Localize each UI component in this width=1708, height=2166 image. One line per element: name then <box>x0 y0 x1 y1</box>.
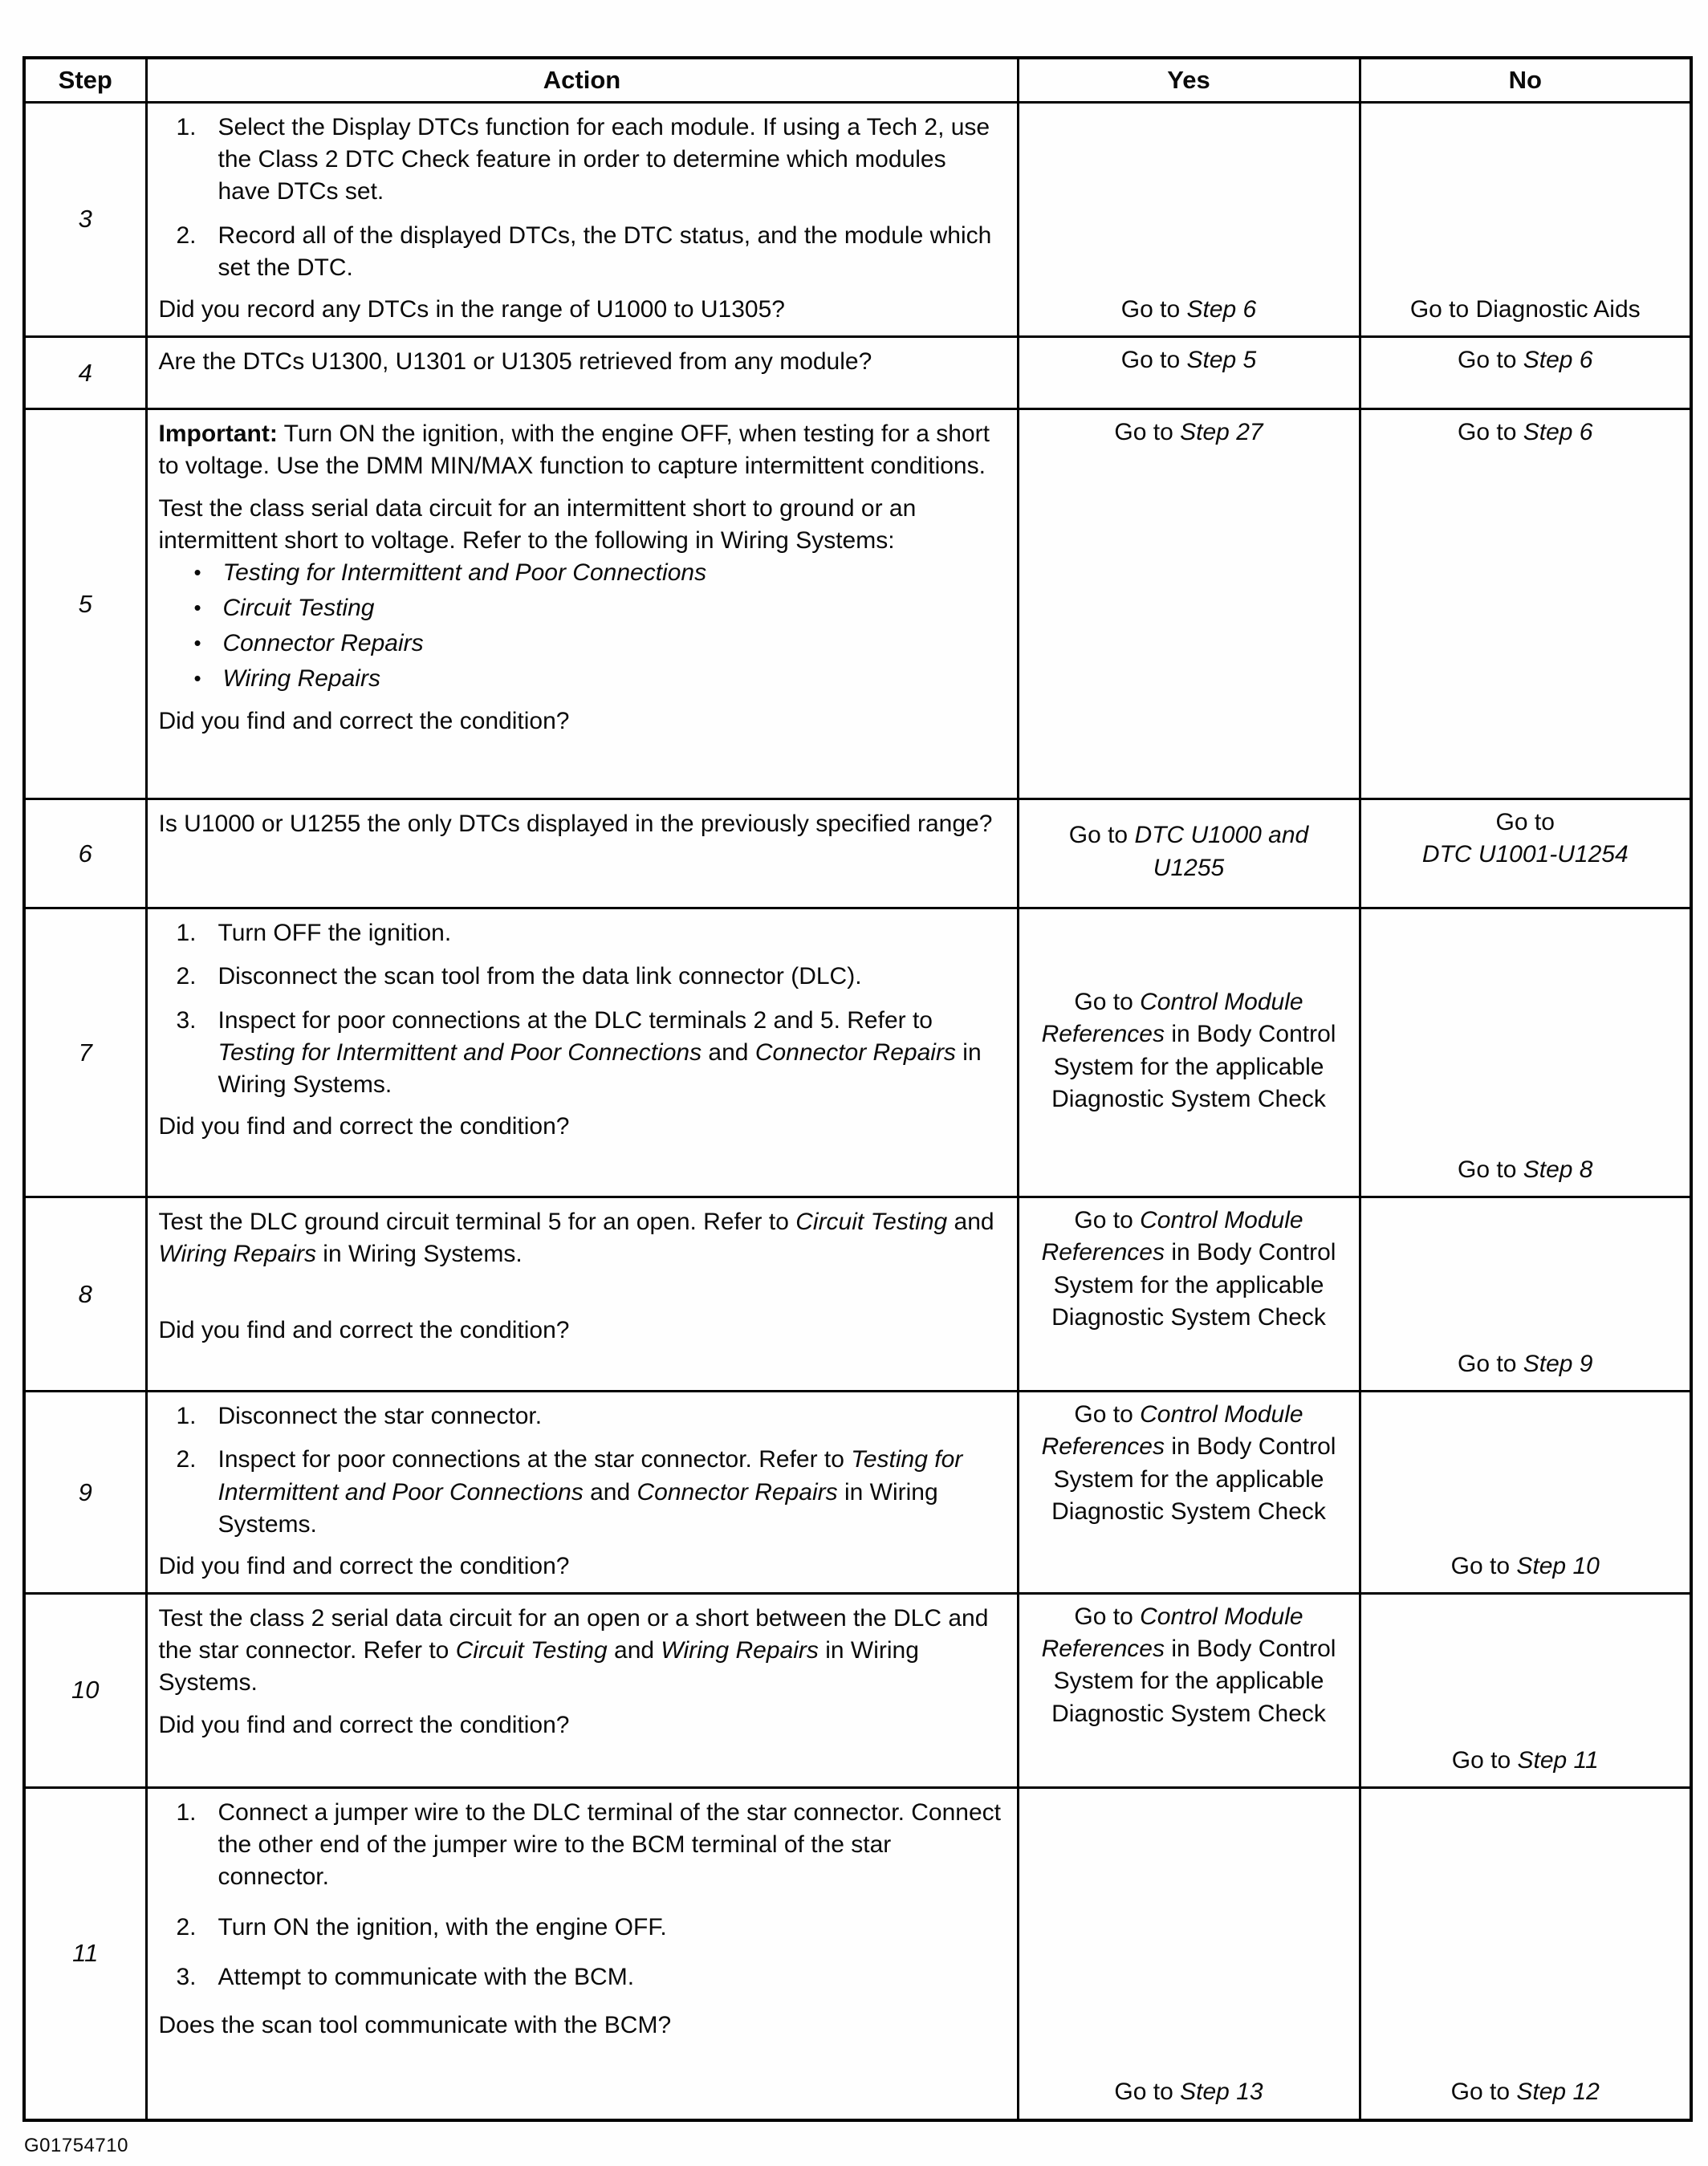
list-item <box>177 220 1002 284</box>
list-item <box>177 1912 1002 1944</box>
result-text <box>1031 1399 1348 1528</box>
text-run: Wiring Repairs <box>222 665 380 693</box>
text-run: Go to <box>1458 1350 1523 1377</box>
no-cell <box>1360 799 1691 908</box>
text-run: Disconnect the star connector. <box>218 1403 543 1430</box>
text-run: Go to <box>1458 347 1523 374</box>
text-run: Connect a jumper wire to the DLC terminal of the star connector. Connect the other end of the jumper wire to the BCM terminal of the star connector. <box>218 1799 1001 1891</box>
text-run: Did you find and correct the condition? <box>158 1711 570 1738</box>
paragraph <box>159 1315 1002 1347</box>
text-run: Did you find and correct the condition? <box>158 707 570 734</box>
text-run: Are the DTCs U1300, U1301 or U1305 retrieved from any module? <box>158 348 872 376</box>
text-run: Did you record any DTCs in the range of U1000 to U1305? <box>158 295 785 323</box>
text-run: in Wiring Systems. <box>158 1637 919 1697</box>
result-text <box>1114 2076 1263 2108</box>
header-step: Step <box>24 58 146 103</box>
yes-cell <box>1018 1392 1360 1594</box>
bullet-icon: • <box>193 666 201 691</box>
paragraph <box>159 294 1002 326</box>
bullet-list <box>194 557 1002 696</box>
text-run: Step 10 <box>1516 1552 1600 1579</box>
text-run: Wiring Repairs <box>661 1637 819 1664</box>
text-run: Go to Diagnostic Aids <box>1409 295 1641 323</box>
bullet-icon: • <box>193 631 201 656</box>
list-item-text <box>223 557 1002 589</box>
text-run: Go to <box>1074 1603 1141 1631</box>
text-run: Circuit Testing <box>795 1209 948 1236</box>
paragraph <box>159 1206 1002 1270</box>
text-run: in Body Control System for the applicable Diagnostic System Check <box>1051 1636 1336 1727</box>
result-text <box>1031 986 1348 1116</box>
step-cell <box>24 337 146 409</box>
step-number: 10 <box>71 1676 100 1705</box>
text-run: Go to <box>1114 2079 1181 2106</box>
step-number: 7 <box>78 1038 92 1067</box>
text-run: Important: <box>158 421 278 448</box>
table-row <box>24 409 1691 799</box>
text-run: and <box>607 1637 661 1664</box>
text-run: Step 11 <box>1517 1746 1599 1774</box>
action-cell <box>146 908 1018 1197</box>
text-run: in Wiring Systems. <box>315 1241 523 1268</box>
list-number: 1. <box>176 114 197 140</box>
list-number: 2. <box>176 1446 197 1473</box>
header-no: No <box>1360 58 1691 103</box>
result-text <box>1452 1745 1599 1777</box>
no-cell <box>1360 908 1691 1197</box>
text-run: Go to <box>1495 809 1555 836</box>
text-run: Step 6 <box>1186 295 1257 323</box>
action-cell <box>146 1788 1018 2120</box>
list-number: 2. <box>176 963 197 990</box>
step-cell <box>24 1197 146 1392</box>
text-run: Did you find and correct the condition? <box>158 1316 570 1343</box>
text-run: in Body Control System for the applicable Diagnostic System Check <box>1051 1021 1336 1112</box>
text-run: Step 6 <box>1523 347 1593 374</box>
action-cell <box>146 799 1018 908</box>
text-run: and <box>702 1038 755 1066</box>
text-run: Did you find and correct the condition? <box>158 1552 570 1579</box>
list-item-text <box>218 1961 1002 1993</box>
list-item-text <box>218 1400 1002 1432</box>
paragraph <box>159 346 1002 378</box>
text-run: Turn ON the ignition, with the engine OFF, when testing for a short to voltage. Use the DMM MIN/MAX function to capture intermittent conditions. <box>158 421 990 480</box>
text-run: Go to <box>1450 2079 1517 2106</box>
list-item-text <box>223 663 1002 695</box>
header-action: Action <box>146 58 1018 103</box>
paragraph <box>159 1111 1002 1143</box>
text-run: Inspect for poor connections at the DLC terminals 2 and 5. Refer to <box>218 1006 933 1034</box>
text-run: Go to <box>1074 1207 1141 1234</box>
text-run: Turn ON the ignition, with the engine OFF. <box>218 1913 667 1940</box>
text-run: Step 27 <box>1180 419 1263 446</box>
text-run: Go to <box>1120 295 1187 323</box>
step-cell <box>24 1594 146 1788</box>
table-body <box>24 103 1691 2120</box>
action-cell <box>146 409 1018 799</box>
list-number: 1. <box>176 1799 197 1827</box>
text-run: Step 8 <box>1523 1156 1593 1183</box>
action-cell <box>146 103 1018 337</box>
text-run: in Body Control System for the applicable Diagnostic System Check <box>1051 1239 1336 1331</box>
yes-cell <box>1018 409 1360 799</box>
step-cell <box>24 799 146 908</box>
text-run: Record all of the displayed DTCs, the DTC status, and the module which set the DTC. <box>218 221 992 281</box>
text-run: Testing for Intermittent and Poor Connections <box>218 1038 702 1066</box>
bullet-icon: • <box>193 595 201 620</box>
list-item <box>177 112 1002 209</box>
yes-cell <box>1018 103 1360 337</box>
step-number: 9 <box>78 1477 92 1506</box>
list-item <box>177 1444 1002 1541</box>
action-cell <box>146 1197 1018 1392</box>
text-run: Circuit Testing <box>455 1637 608 1664</box>
no-cell <box>1360 409 1691 799</box>
list-item-text <box>223 628 1002 660</box>
result-text <box>1121 294 1256 326</box>
list-item-text <box>218 1444 1002 1541</box>
text-run: Testing for Intermittent and Poor Connections <box>218 1446 963 1506</box>
list-item <box>177 1961 1002 1993</box>
table-row <box>24 908 1691 1197</box>
list-item-text <box>218 1912 1002 1944</box>
text-run: Step 9 <box>1523 1350 1593 1377</box>
text-run: Circuit Testing <box>222 595 375 622</box>
text-run: in Wiring Systems. <box>218 1038 982 1098</box>
text-run: and <box>583 1478 637 1506</box>
yes-cell <box>1018 1197 1360 1392</box>
step-cell <box>24 409 146 799</box>
text-run: Attempt to communicate with the BCM. <box>218 1963 635 1990</box>
paragraph <box>159 1550 1002 1583</box>
text-run: Go to <box>1450 1552 1517 1579</box>
paragraph <box>159 493 1002 557</box>
text-run: Step 6 <box>1523 419 1593 446</box>
no-cell <box>1360 103 1691 337</box>
text-run: Step 13 <box>1180 2079 1263 2106</box>
no-cell <box>1360 1788 1691 2120</box>
text-run: Test the DLC ground circuit terminal 5 for an open. Refer to <box>158 1209 796 1236</box>
step-cell <box>24 103 146 337</box>
figure-id: G01754710 <box>24 2134 128 2156</box>
list-item <box>177 917 1002 949</box>
text-run: Go to <box>1074 1401 1141 1428</box>
step-cell <box>24 1392 146 1594</box>
text-run: Wiring Repairs <box>158 1241 316 1268</box>
text-run: Test the class 2 serial data circuit for an open or a short between the DLC and the star connector. Refer to <box>158 1605 989 1664</box>
diagnostic-table <box>22 56 1693 2122</box>
paragraph <box>159 2010 1002 2042</box>
yes-cell <box>1018 799 1360 908</box>
yes-cell <box>1018 337 1360 409</box>
text-run: Go to <box>1451 1746 1518 1774</box>
text-run: Go to <box>1120 347 1187 374</box>
paragraph <box>159 1603 1002 1700</box>
text-run: Connector Repairs <box>636 1478 838 1506</box>
list-item-text <box>223 592 1002 624</box>
list-item-text <box>218 1005 1002 1102</box>
text-run: Control Module References <box>1041 1603 1303 1663</box>
list-number: 2. <box>176 1913 197 1940</box>
result-text <box>1422 807 1629 871</box>
list-number: 3. <box>176 1006 197 1034</box>
paragraph <box>159 808 1002 840</box>
list-item <box>194 592 1002 624</box>
table-row <box>24 337 1691 409</box>
no-cell <box>1360 1392 1691 1594</box>
list-item <box>177 1400 1002 1432</box>
action-cell <box>146 1392 1018 1594</box>
text-run: Turn OFF the ignition. <box>218 920 452 947</box>
result-text <box>1458 1154 1592 1186</box>
header-yes: Yes <box>1018 58 1360 103</box>
text-run: Control Module References <box>1041 1207 1303 1266</box>
text-run: Step 12 <box>1516 2079 1600 2106</box>
text-run: in Wiring Systems. <box>218 1478 938 1538</box>
text-run: Connector Repairs <box>222 630 424 657</box>
step-number: 11 <box>72 1939 99 1968</box>
table-row <box>24 1788 1691 2120</box>
list-item-text <box>218 1797 1002 1894</box>
list-item-text <box>218 961 1002 993</box>
table-row <box>24 799 1691 908</box>
text-run: Go to <box>1458 419 1523 446</box>
table-row <box>24 1594 1691 1788</box>
result-text <box>1451 2076 1600 2108</box>
yes-cell <box>1018 1788 1360 2120</box>
list-item-text <box>218 917 1002 949</box>
list-number: 1. <box>176 920 197 947</box>
list-number: 3. <box>176 1963 197 1990</box>
numbered-list <box>177 1400 1002 1541</box>
list-item <box>177 1797 1002 1894</box>
action-cell <box>146 337 1018 409</box>
text-run: DTC U1001-U1254 <box>1421 841 1629 868</box>
paragraph <box>159 418 1002 482</box>
text-run: Go to <box>1068 822 1135 849</box>
text-run: Connector Repairs <box>754 1038 956 1066</box>
text-run: Testing for Intermittent and Poor Connections <box>222 559 707 586</box>
text-run: Select the Display DTCs function for each module. If using a Tech 2, use the Class 2 DTC Check feature in order to determine which modules have DTCs set. <box>218 114 990 205</box>
step-number: 5 <box>78 589 92 618</box>
result-text <box>1458 1348 1592 1380</box>
list-item-text <box>218 112 1002 209</box>
no-cell <box>1360 337 1691 409</box>
list-item <box>194 628 1002 660</box>
numbered-list <box>177 917 1002 1101</box>
text-run: Does the scan tool communicate with the BCM? <box>158 2012 672 2038</box>
text-run: Did you find and correct the condition? <box>158 1113 570 1140</box>
list-item-text <box>218 220 1002 284</box>
step-cell <box>24 908 146 1197</box>
list-item <box>177 1005 1002 1102</box>
list-number: 2. <box>176 221 197 249</box>
result-text <box>1121 344 1256 376</box>
paragraph <box>159 1709 1002 1741</box>
paragraph <box>159 705 1002 738</box>
result-text <box>1031 1601 1348 1730</box>
list-item <box>177 961 1002 993</box>
text-run: in Body Control System for the applicable Diagnostic System Check <box>1051 1433 1336 1525</box>
step-number: 4 <box>78 358 92 387</box>
list-number: 1. <box>176 1403 197 1430</box>
table-header <box>24 58 1691 103</box>
list-item <box>194 557 1002 589</box>
result-text <box>1114 417 1263 449</box>
text-run: Is U1000 or U1255 the only DTCs displayed in the previously specified range? <box>158 811 993 838</box>
action-cell <box>146 1594 1018 1788</box>
table-row <box>24 1392 1691 1594</box>
result-text <box>1031 819 1348 884</box>
no-cell <box>1360 1197 1691 1392</box>
result-text <box>1458 344 1592 376</box>
text-run: Step 5 <box>1186 347 1257 374</box>
bullet-icon: • <box>193 559 201 584</box>
step-number: 3 <box>78 205 92 234</box>
text-run: and <box>947 1209 994 1236</box>
numbered-list <box>177 112 1002 284</box>
step-number: 8 <box>78 1279 92 1308</box>
yes-cell <box>1018 908 1360 1197</box>
text-run: Control Module References <box>1041 1401 1303 1461</box>
table-row <box>24 1197 1691 1392</box>
table-row <box>24 103 1691 337</box>
numbered-list <box>177 1797 1002 1993</box>
text-run: Control Module References <box>1041 989 1303 1048</box>
result-text <box>1451 1550 1600 1583</box>
list-item <box>194 663 1002 695</box>
result-text <box>1410 294 1641 326</box>
text-run: Go to <box>1114 419 1181 446</box>
text-run: Go to <box>1074 989 1141 1016</box>
text-run: Test the class serial data circuit for an intermittent short to ground or an intermittent short to voltage. Refer to the following in Wiring Systems: <box>158 494 917 554</box>
yes-cell <box>1018 1594 1360 1788</box>
text-run: Disconnect the scan tool from the data link connector (DLC). <box>218 963 862 990</box>
no-cell <box>1360 1594 1691 1788</box>
result-text <box>1458 417 1592 449</box>
step-cell <box>24 1788 146 2120</box>
step-number: 6 <box>78 839 92 868</box>
header-row <box>24 58 1691 103</box>
text-run: DTC U1000 and U1255 <box>1134 822 1309 881</box>
text-run: Go to <box>1458 1156 1523 1183</box>
text-run: Inspect for poor connections at the star connector. Refer to <box>218 1446 852 1473</box>
result-text <box>1031 1205 1348 1334</box>
